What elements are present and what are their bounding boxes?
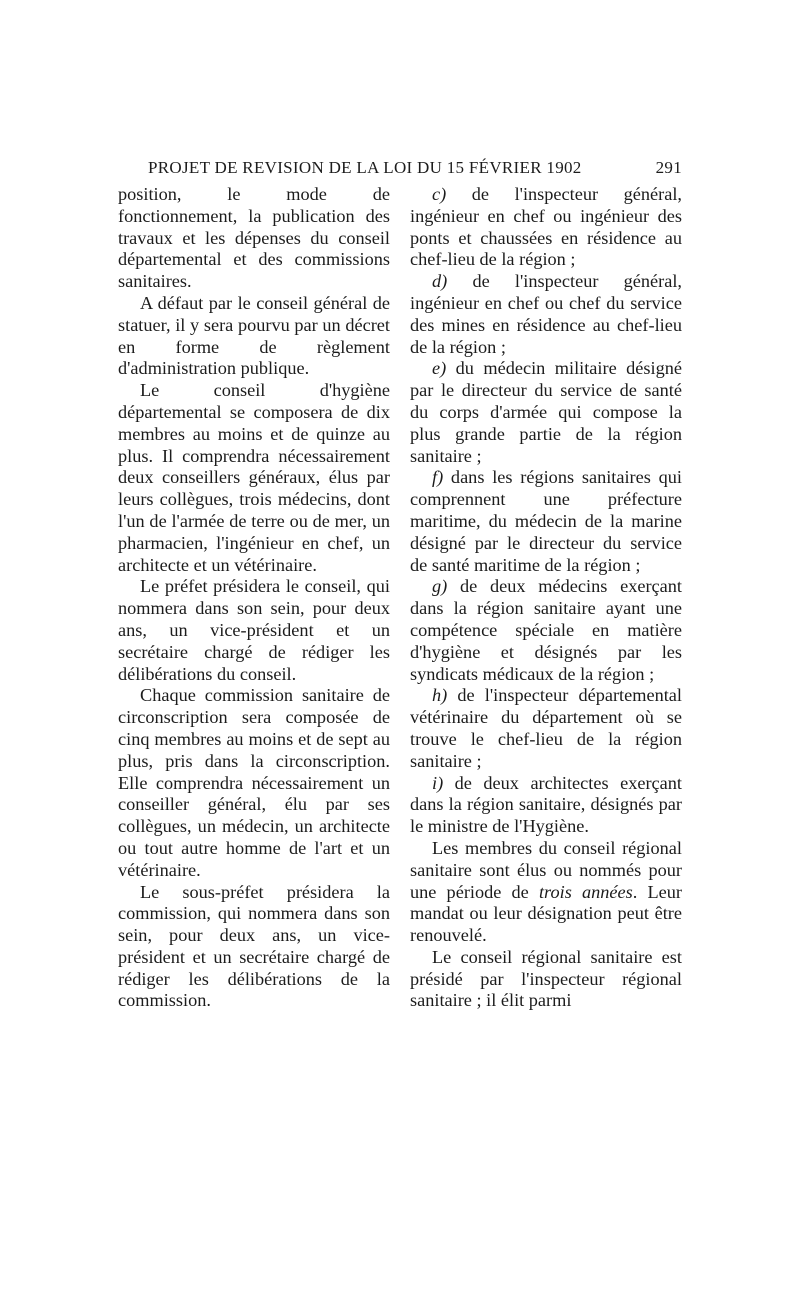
list-item-text: de deux architectes exerçant dans la région sanitaire, désignés par le ministre de l'Hygiène. bbox=[410, 772, 682, 837]
right-column bbox=[410, 184, 682, 1012]
list-marker: g) bbox=[432, 576, 448, 597]
running-header bbox=[148, 158, 682, 178]
list-item-text: de deux médecins exerçant dans la région sanitaire ayant une compétence spéciale en matière d'hygiène et désignés par les syndicats médicaux de la région ; bbox=[410, 576, 682, 684]
left-column bbox=[118, 184, 390, 1012]
paragraph: Le préfet présidera le conseil, qui nommera dans son sein, pour deux ans, un vice-président et un secrétaire chargé de rédiger les délibérations du conseil. bbox=[118, 576, 390, 684]
list-marker: i) bbox=[432, 772, 444, 793]
list-item-text: de l'inspecteur général, ingénieur en chef ou ingénieur des ponts et chaussées en résidence au chef-lieu de la région ; bbox=[410, 184, 682, 270]
list-marker: c) bbox=[432, 184, 447, 204]
term-length: trois années bbox=[538, 881, 633, 902]
page-number: 291 bbox=[655, 158, 682, 177]
list-marker: e) bbox=[432, 358, 447, 379]
list-marker: d) bbox=[432, 271, 448, 292]
paragraph: position, le mode de fonctionnement, la publication des travaux et les dépenses du conseil départemental et des commissions sanitaires. bbox=[118, 184, 390, 292]
list-marker: f) bbox=[432, 467, 444, 488]
running-title: PROJET DE REVISION DE LA LOI DU 15 FÉVRIER 1902 bbox=[148, 158, 582, 177]
members-text-start: Les membres du conseil régional sanitaire sont élus ou nommés pour une période de bbox=[410, 837, 682, 902]
list-item bbox=[410, 576, 682, 685]
members-text-end: . Leur mandat ou leur désignation peut être renouvelé. bbox=[410, 881, 682, 946]
list-item bbox=[410, 184, 682, 271]
paragraph: Le conseil d'hygiène départemental se composera de dix membres au moins et de quinze au plus. Il comprendra nécessairement deux conseillers généraux, élus par leurs collègues, trois médecins, dont l'un de l'armée de terre ou de mer, un pharmacien, l'ingénieur en chef, un architecte et un vétérinaire. bbox=[118, 380, 390, 575]
list-item-text: dans les régions sanitaires qui comprennent une préfecture maritime, du médecin de la marine désigné par le directeur du service de santé maritime de la région ; bbox=[410, 467, 682, 575]
paragraph bbox=[410, 838, 682, 947]
list-item bbox=[410, 685, 682, 772]
list-marker: h) bbox=[432, 685, 448, 706]
list-item-text: de l'inspecteur départemental vétérinaire du département où se trouve le chef-lieu de la région sanitaire ; bbox=[410, 685, 682, 771]
list-item bbox=[410, 271, 682, 358]
paragraph: A défaut par le conseil général de statuer, il y sera pourvu par un décret en forme de règlement d'administration publique. bbox=[118, 292, 390, 379]
list-item-text: du médecin militaire désigné par le directeur du service de santé du corps d'armée qui compose la plus grande partie de la région sanitaire ; bbox=[410, 358, 682, 466]
paragraph: Le conseil régional sanitaire est présidé par l'inspecteur régional sanitaire ; il élit parmi bbox=[410, 946, 682, 1011]
list-item bbox=[410, 773, 682, 838]
list-item bbox=[410, 467, 682, 576]
paragraph: Chaque commission sanitaire de circonscription sera composée de cinq membres au moins et de sept au plus, pris dans la circonscription. Elle comprendra nécessairement un conseiller général, élu par ses collègues, un médecin, un architecte ou tout autre homme de l'art et un vétérinaire. bbox=[118, 685, 390, 880]
list-item bbox=[410, 358, 682, 467]
list-item-text: de l'inspecteur général, ingénieur en chef ou chef du service des mines en résidence au chef-lieu de la région ; bbox=[410, 271, 682, 357]
paragraph: Le sous-préfet présidera la commission, qui nommera dans son sein, pour deux ans, un vice-président et un secrétaire chargé de rédiger les délibérations de la commission. bbox=[118, 881, 390, 1011]
